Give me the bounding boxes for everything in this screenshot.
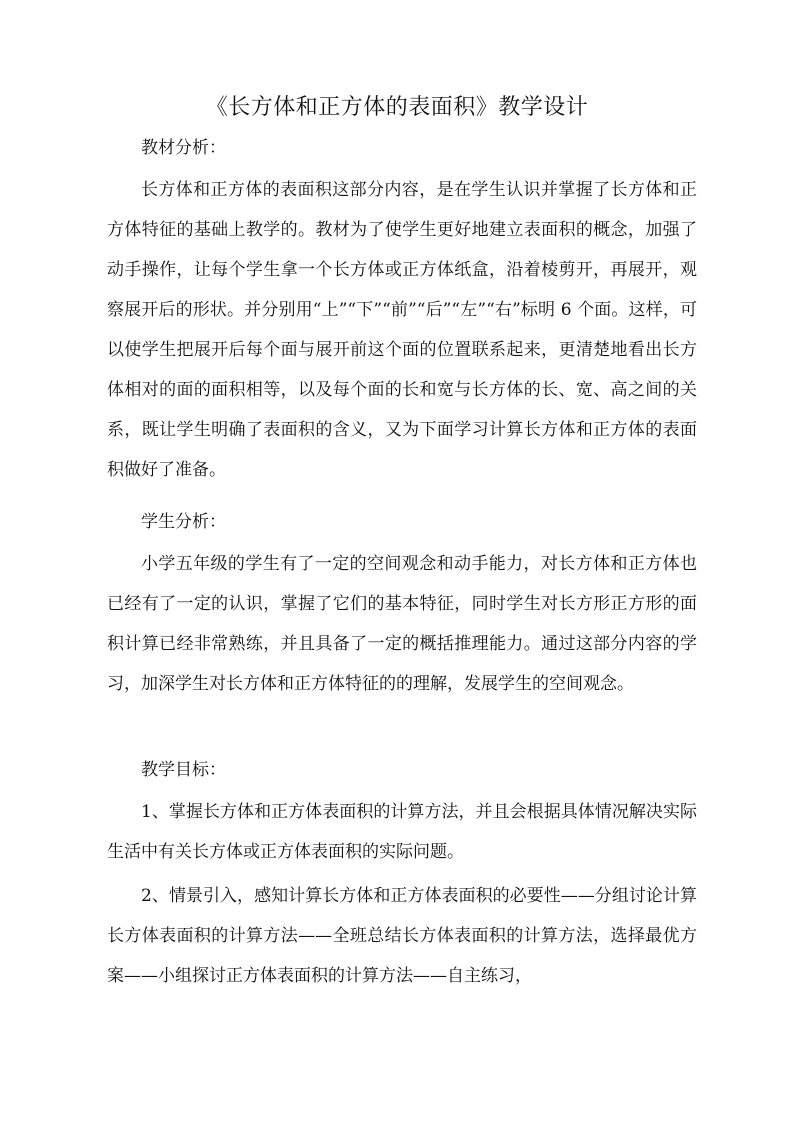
section-heading-student-analysis: 学生分析：: [141, 512, 226, 532]
section-heading-textbook-analysis: 教材分析：: [141, 138, 226, 158]
paragraph-goal-1: 1、掌握长方体和正方体表面积的计算方法，并且会根据具体情况解决实际生活中有关长方体或正方体表面积的实际问题。: [107, 802, 697, 862]
document-title: 《长方体和正方体的表面积》教学设计: [205, 95, 589, 120]
paragraph-textbook-analysis: 长方体和正方体的表面积这部分内容，是在学生认识并掌握了长方体和正方体特征的基础上教学的。教材为了使学生更好地建立表面积的概念，加强了动手操作，让每个学生拿一个长方体或正方体纸盒，沿着棱剪开，再展开，观察展开后的形状。并分别用“上”“下”“前”“后”“左”“右”标明 6 个面。这样，可以使学生把展开后每个面与展开前这个面的位置联系起来，更清楚地看出长方体相对的面的面积相等，以及每个面的长和宽与长方体的长、宽、高之间的关系，既让学生明确了表面积的含义，又为下面学习计算长方体和正方体的表面积做好了准备。: [107, 180, 697, 480]
paragraph-student-analysis: 小学五年级的学生有了一定的空间观念和动手能力，对长方体和正方体也已经有了一定的认识，掌握了它们的基本特征，同时学生对长方形正方形的面积计算已经非常熟练，并且具备了一定的概括推理能力。通过这部分内容的学习，加深学生对长方体和正方体特征的的理解，发展学生的空间观念。: [107, 554, 697, 694]
paragraph-goal-2: 2、情景引入，感知计算长方体和正方体表面积的必要性——分组讨论计算长方体表面积的计算方法——全班总结长方体表面积的计算方法，选择最优方案——小组探讨正方体表面积的计算方法——自主练习，: [107, 886, 697, 986]
section-heading-teaching-goals: 教学目标：: [141, 760, 226, 780]
